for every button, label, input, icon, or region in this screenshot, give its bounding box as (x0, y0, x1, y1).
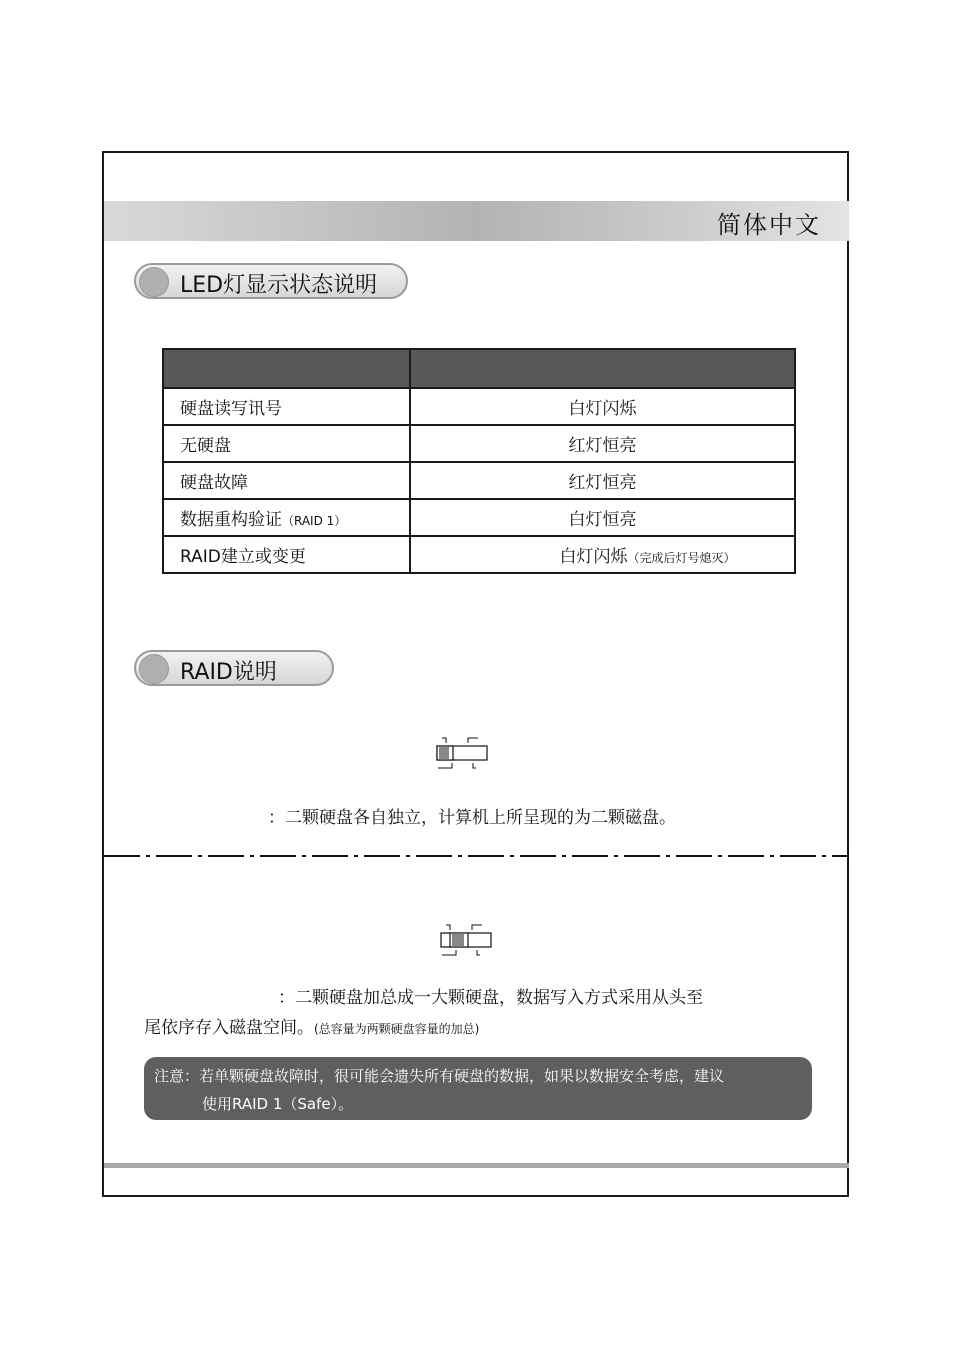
raid-switch-icon (436, 736, 488, 770)
language-header-bar (104, 201, 849, 241)
led-status-table (162, 348, 796, 574)
raid-switch-icon (440, 923, 492, 957)
led-value: 红灯恒亮 (568, 436, 637, 456)
led-cell (410, 499, 795, 536)
raid-mode2-description-line1: ：二颗硬盘加总成一大颗硬盘，数据写入方式采用从头至 (278, 988, 703, 1008)
led-cell (410, 536, 795, 573)
table-header-cell (410, 349, 795, 388)
warning-note-line2: 使用RAID 1（Safe）。 (202, 1095, 354, 1113)
state-cell (163, 499, 410, 536)
bullet-circle-icon (139, 654, 169, 684)
led-value: 白灯闪烁 (559, 547, 628, 567)
led-note: （完成后灯号熄灭） (627, 551, 736, 565)
raid-section-heading (134, 650, 334, 686)
led-value: 白灯恒亮 (568, 510, 637, 530)
state-cell: RAID建立或变更 (163, 536, 410, 573)
state-cell: 硬盘读写讯号 (163, 388, 410, 425)
table-row (163, 499, 795, 536)
led-section-title: LED灯显示状态说明 (180, 273, 378, 298)
section-divider (104, 854, 849, 858)
state-cell: 无硬盘 (163, 425, 410, 462)
raid-mode1-description: ：二颗硬盘各自独立，计算机上所呈现的为二颗磁盘。 (268, 808, 676, 828)
table-row (163, 536, 795, 573)
raid-mode2-note: (总容量为两颗硬盘容量的加总) (314, 1022, 480, 1036)
table-row (163, 388, 795, 425)
table-header-cell (163, 349, 410, 388)
warning-note-line1: 注意：若单颗硬盘故障时，很可能会遗失所有硬盘的数据，如果以数据安全考虑，建议 (154, 1067, 725, 1085)
led-cell (410, 462, 795, 499)
state-cell: 硬盘故障 (163, 462, 410, 499)
led-section-heading (134, 263, 408, 299)
led-value: 红灯恒亮 (568, 473, 637, 493)
raid-section-title: RAID说明 (180, 660, 277, 685)
table-header-row (163, 349, 795, 388)
raid-mode2-description-line2 (144, 1013, 479, 1038)
warning-note-box (144, 1057, 812, 1120)
led-cell (410, 388, 795, 425)
state-value: 数据重构验证 (180, 510, 282, 530)
raid-mode2-text: 尾依序存入磁盘空间。 (144, 1018, 314, 1038)
table-row (163, 425, 795, 462)
language-title: 简体中文 (717, 211, 821, 239)
bullet-circle-icon (139, 267, 169, 297)
state-note: （RAID 1） (282, 514, 347, 528)
bottom-rule (104, 1163, 849, 1168)
table-row (163, 462, 795, 499)
led-cell (410, 425, 795, 462)
led-value: 白灯闪烁 (568, 399, 637, 419)
